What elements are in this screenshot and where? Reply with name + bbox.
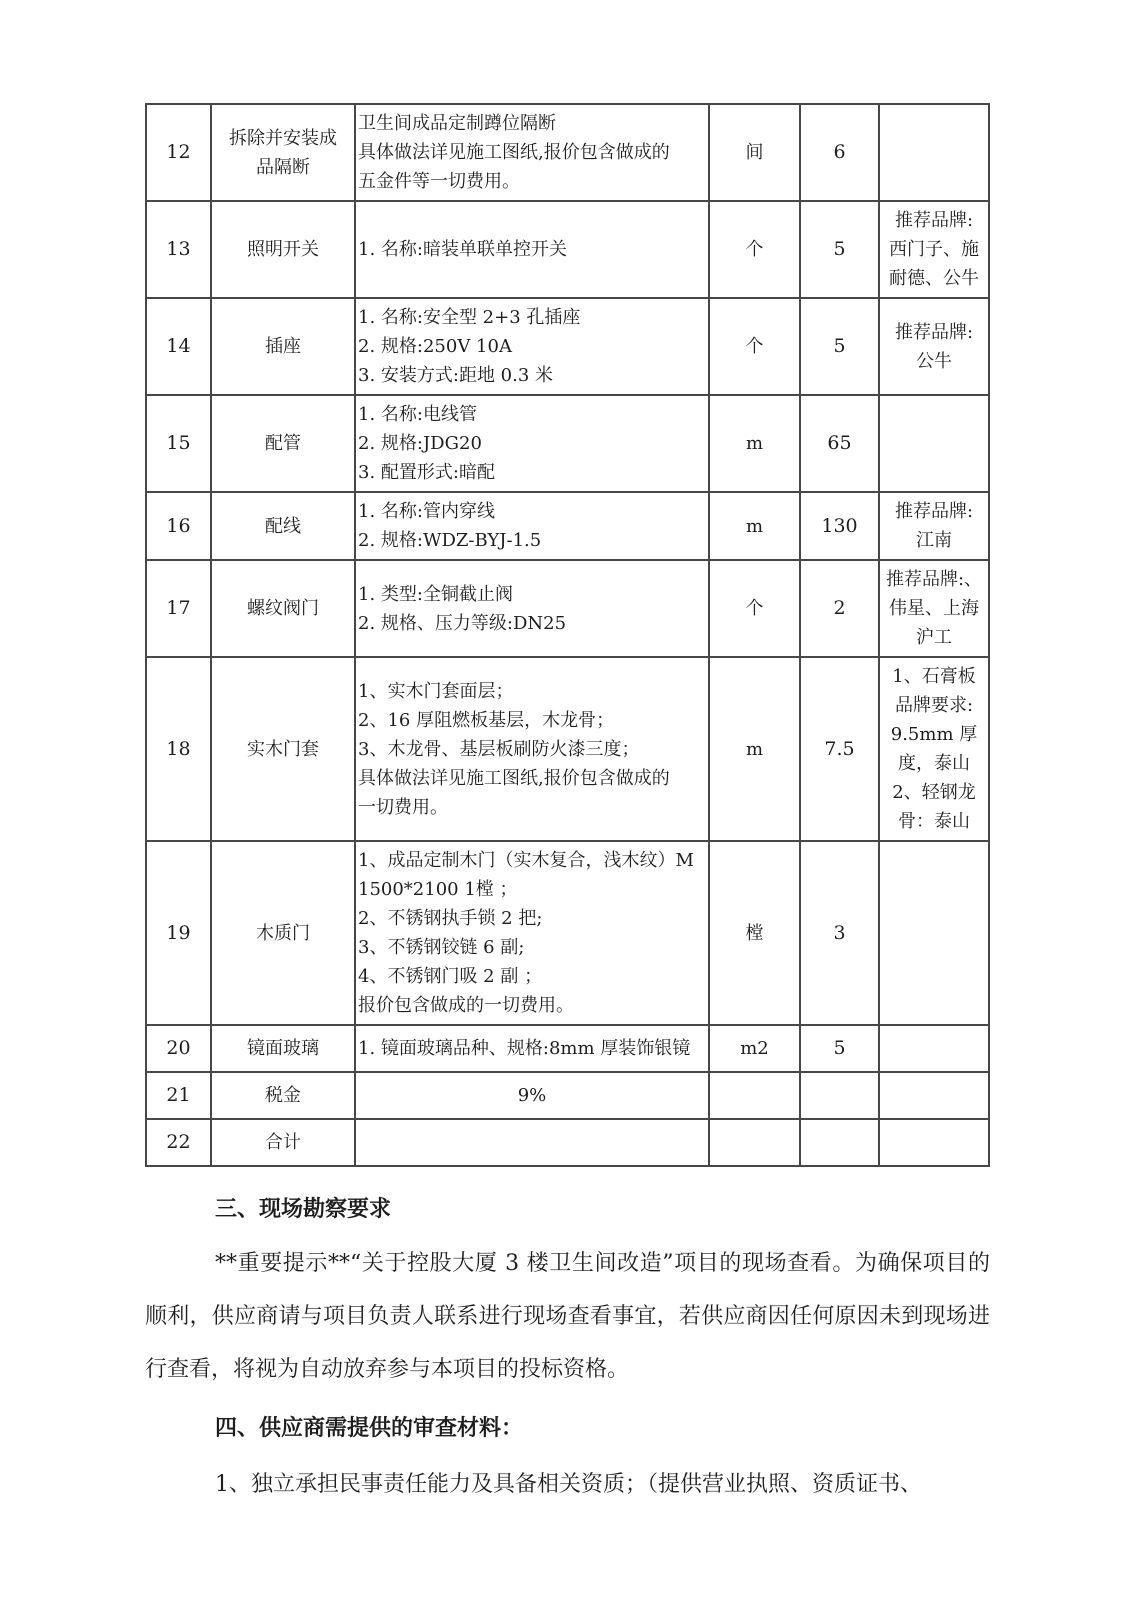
cell-line: 沪工 bbox=[916, 627, 952, 648]
cell-item-brand bbox=[879, 657, 989, 841]
cell-line: 品牌要求: bbox=[894, 695, 974, 716]
cell-item-unit: m2 bbox=[709, 1025, 800, 1072]
cell-line: 推荐品牌: bbox=[894, 321, 974, 343]
cell-line: 镜面玻璃 bbox=[247, 1038, 319, 1059]
cell-item-number: 20 bbox=[146, 1025, 211, 1072]
table-row bbox=[146, 104, 989, 201]
cell-item-number: 18 bbox=[146, 657, 211, 841]
table-row bbox=[146, 201, 989, 298]
cell-line: 伟星、上海 bbox=[889, 598, 979, 619]
cell-line: 骨：泰山 bbox=[898, 811, 970, 832]
cell-line: 2. 规格:250V 10A bbox=[358, 336, 512, 357]
cell-item-unit: 间 bbox=[709, 104, 800, 201]
cell-item-unit bbox=[709, 1072, 800, 1119]
table-row bbox=[146, 298, 989, 395]
cell-line: 具体做法详见施工图纸,报价包含做成的 bbox=[358, 142, 670, 163]
cell-line: 实木门套 bbox=[247, 738, 319, 760]
cell-item-number: 16 bbox=[146, 492, 211, 560]
cell-item-number: 14 bbox=[146, 298, 211, 395]
table-row bbox=[146, 1119, 989, 1166]
cell-line: 卫生间成品定制蹲位隔断 bbox=[358, 113, 556, 134]
cell-item-description bbox=[355, 201, 709, 298]
cell-item-brand bbox=[879, 1072, 989, 1119]
cell-item-brand bbox=[879, 492, 989, 560]
cell-item-unit: m bbox=[709, 492, 800, 560]
cell-item-number: 21 bbox=[146, 1072, 211, 1119]
cell-item-unit: 樘 bbox=[709, 841, 800, 1025]
cell-item-name bbox=[211, 560, 355, 657]
cell-item-description bbox=[355, 657, 709, 841]
cell-item-description bbox=[355, 492, 709, 560]
cell-line: 1、成品定制木门（实木复合，浅木纹）M bbox=[358, 850, 694, 871]
cell-item-name bbox=[211, 841, 355, 1025]
cell-item-quantity: 5 bbox=[800, 201, 879, 298]
cell-item-number: 22 bbox=[146, 1119, 211, 1166]
cell-line: 公牛 bbox=[916, 350, 952, 372]
cell-line: 9.5mm 厚 bbox=[890, 724, 978, 745]
cell-item-brand bbox=[879, 395, 989, 492]
document-content bbox=[145, 0, 990, 1511]
cell-item-name bbox=[211, 104, 355, 201]
cell-line: 4、不锈钢门吸 2 副 ； bbox=[358, 966, 543, 987]
cell-line: 度，泰山 bbox=[898, 753, 970, 774]
cell-item-unit: 个 bbox=[709, 201, 800, 298]
cell-line: 1500*2100 1樘 ； bbox=[358, 879, 518, 900]
section-heading-site-survey: 三、现场勘察要求 bbox=[215, 1196, 392, 1222]
cell-line: 1、石膏板 bbox=[892, 666, 976, 687]
cell-item-brand bbox=[879, 1119, 989, 1166]
cell-item-description bbox=[355, 298, 709, 395]
cell-line: 2. 规格:WDZ-BYJ-1.5 bbox=[358, 530, 542, 551]
cell-line: 一切费用。 bbox=[358, 796, 448, 818]
cell-item-unit: m bbox=[709, 657, 800, 841]
paragraph-site-survey: **重要提示**“关于控股大厦 3 楼卫生间改造”项目的现场查看。为确保项目的顺利，供应商请与项目负责人联系进行现场查看事宜，若供应商因任何原因未到现场进行查看，将视为自动放弃参与本项目的投标资格。 bbox=[145, 1251, 990, 1382]
cell-item-number: 17 bbox=[146, 560, 211, 657]
table-row bbox=[146, 657, 989, 841]
cell-item-unit: 个 bbox=[709, 560, 800, 657]
cell-item-quantity: 3 bbox=[800, 841, 879, 1025]
cell-line: 2. 规格、压力等级:DN25 bbox=[358, 612, 567, 634]
cell-line: 1. 类型:全铜截止阀 bbox=[358, 583, 513, 605]
cell-line: 推荐品牌: bbox=[894, 210, 974, 231]
cell-line: 具体做法详见施工图纸,报价包含做成的 bbox=[358, 767, 670, 789]
paragraph-review-item-1: 1、独立承担民事责任能力及具备相关资质；（提供营业执照、资质证书、 bbox=[215, 1472, 922, 1497]
cell-item-quantity: 130 bbox=[800, 492, 879, 560]
cell-item-name bbox=[211, 492, 355, 560]
cell-line: 1、实木门套面层； bbox=[358, 680, 514, 702]
cell-item-quantity: 5 bbox=[800, 298, 879, 395]
cell-line: 拆除并安装成 bbox=[229, 127, 337, 149]
cell-line: 照明开关 bbox=[247, 239, 319, 260]
cell-line: 3、木龙骨、基层板刷防火漆三度； bbox=[358, 738, 640, 760]
cell-item-brand bbox=[879, 104, 989, 201]
cell-item-quantity: 65 bbox=[800, 395, 879, 492]
table-row bbox=[146, 1025, 989, 1072]
cell-line: 报价包含做成的一切费用。 bbox=[358, 995, 574, 1016]
cell-line: 3. 配置形式:暗配 bbox=[358, 462, 495, 483]
cell-item-brand bbox=[879, 1025, 989, 1072]
cell-item-number: 13 bbox=[146, 201, 211, 298]
cell-item-description bbox=[355, 104, 709, 201]
section-heading-review-materials: 四、供应商需提供的审查材料： bbox=[215, 1415, 524, 1441]
cell-line: 1. 名称:暗装单联单控开关 bbox=[358, 239, 567, 260]
cell-item-description bbox=[355, 395, 709, 492]
cell-line: 品隔断 bbox=[256, 156, 310, 178]
cell-line: 西门子、施 bbox=[889, 239, 979, 260]
cell-item-name bbox=[211, 657, 355, 841]
cell-item-description bbox=[355, 560, 709, 657]
table-row bbox=[146, 395, 989, 492]
cell-line: 3. 安装方式:距地 0.3 米 bbox=[358, 365, 554, 386]
cell-item-quantity: 7.5 bbox=[800, 657, 879, 841]
cell-item-unit bbox=[709, 1119, 800, 1166]
cell-item-number: 19 bbox=[146, 841, 211, 1025]
cell-line: 配线 bbox=[265, 515, 301, 537]
cell-line: 1. 名称:电线管 bbox=[358, 404, 477, 425]
cell-item-number: 15 bbox=[146, 395, 211, 492]
cell-line: 配管 bbox=[265, 433, 301, 454]
cell-item-name bbox=[211, 1025, 355, 1072]
cell-item-quantity: 5 bbox=[800, 1025, 879, 1072]
cell-item-name bbox=[211, 298, 355, 395]
cell-line: 推荐品牌:、 bbox=[885, 569, 983, 590]
cell-item-brand bbox=[879, 201, 989, 298]
cell-line: 3、不锈钢铰链 6 副; bbox=[358, 937, 525, 958]
cell-line: 1. 名称:安全型 2+3 孔插座 bbox=[358, 307, 581, 328]
table-row bbox=[146, 1072, 989, 1119]
cell-item-description bbox=[355, 1025, 709, 1072]
cell-line: 木质门 bbox=[256, 922, 310, 944]
cell-item-description bbox=[355, 1072, 709, 1119]
items-table bbox=[145, 103, 990, 1167]
cell-item-brand bbox=[879, 841, 989, 1025]
cell-item-unit: m bbox=[709, 395, 800, 492]
cell-line: 2、不锈钢执手锁 2 把; bbox=[358, 908, 543, 929]
cell-line: 税金 bbox=[265, 1085, 301, 1106]
cell-item-name bbox=[211, 395, 355, 492]
cell-item-description bbox=[355, 841, 709, 1025]
cell-line: 2、16 厚阻燃板基层，木龙骨； bbox=[358, 709, 615, 731]
cell-item-name bbox=[211, 1072, 355, 1119]
cell-item-quantity: 2 bbox=[800, 560, 879, 657]
table-row bbox=[146, 560, 989, 657]
cell-item-brand bbox=[879, 560, 989, 657]
cell-line: 1. 名称:管内穿线 bbox=[358, 501, 495, 522]
table-row bbox=[146, 841, 989, 1025]
cell-item-name bbox=[211, 1119, 355, 1166]
cell-line: 9% bbox=[517, 1085, 547, 1106]
cell-line: 插座 bbox=[265, 336, 301, 357]
cell-line: 1. 镜面玻璃品种、规格:8mm 厚装饰银镜 bbox=[358, 1038, 691, 1059]
cell-line: 合计 bbox=[265, 1132, 301, 1153]
cell-line: 2. 规格:JDG20 bbox=[358, 433, 482, 454]
cell-line: 推荐品牌: bbox=[894, 501, 974, 522]
cell-item-quantity bbox=[800, 1072, 879, 1119]
items-table-body bbox=[146, 104, 989, 1166]
cell-item-name bbox=[211, 201, 355, 298]
cell-item-quantity: 6 bbox=[800, 104, 879, 201]
cell-item-brand bbox=[879, 298, 989, 395]
cell-line: 耐德、公牛 bbox=[889, 268, 979, 289]
cell-item-quantity bbox=[800, 1119, 879, 1166]
cell-line: 五金件等一切费用。 bbox=[358, 171, 520, 192]
table-row bbox=[146, 492, 989, 560]
cell-item-description bbox=[355, 1119, 709, 1166]
cell-item-number: 12 bbox=[146, 104, 211, 201]
cell-item-unit: 个 bbox=[709, 298, 800, 395]
cell-line: 2、轻钢龙 bbox=[892, 782, 976, 803]
cell-line: 螺纹阀门 bbox=[247, 598, 319, 619]
cell-line: 江南 bbox=[916, 530, 952, 551]
